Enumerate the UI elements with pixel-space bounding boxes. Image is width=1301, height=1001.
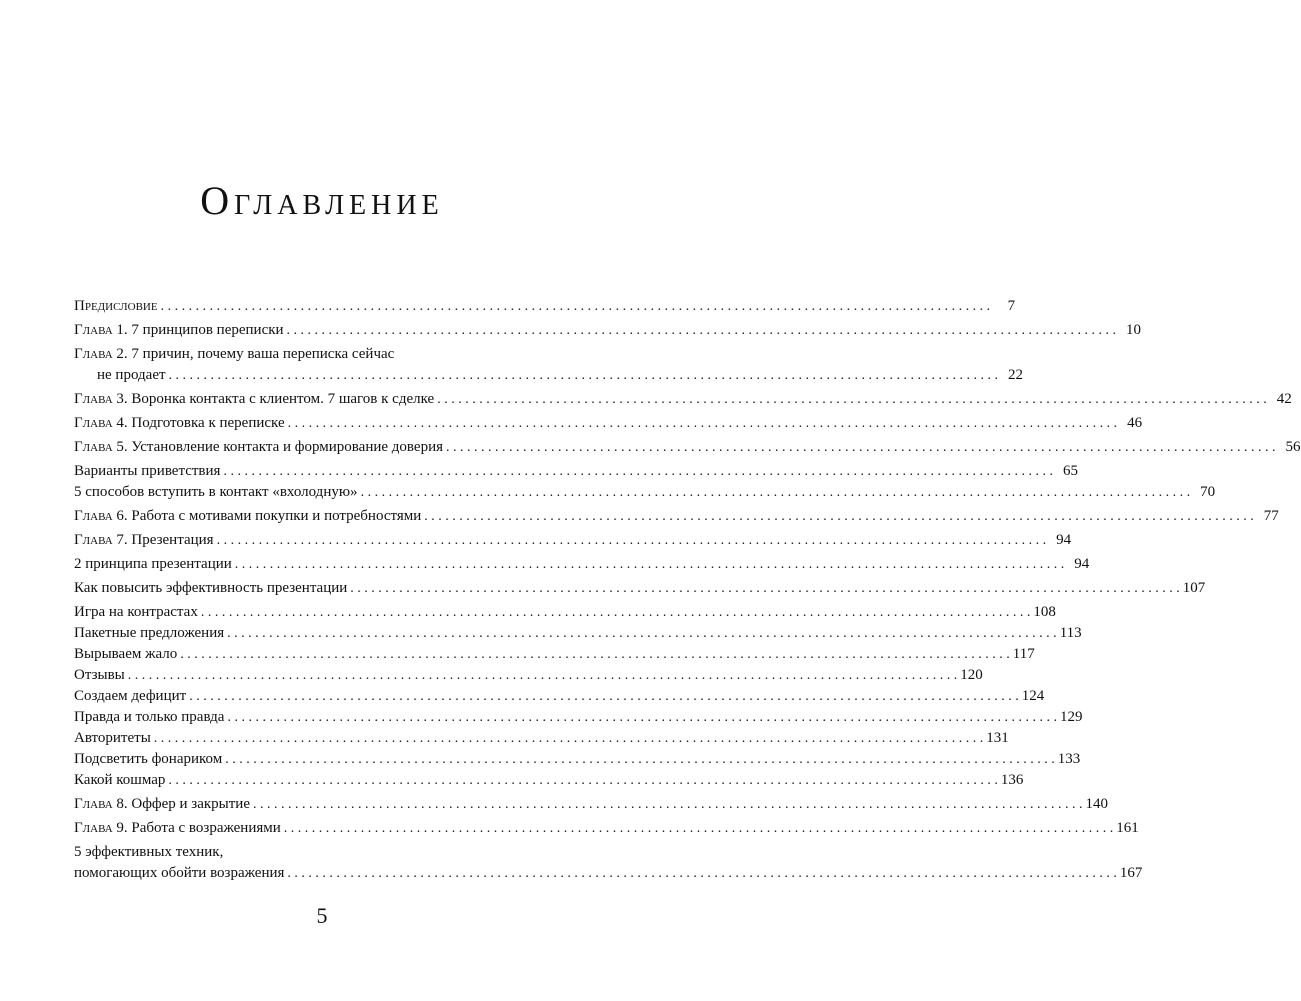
toc-entry-title-continued: помогающих обойти возражения (74, 865, 285, 881)
leader-dots (227, 707, 1057, 728)
toc-entry-title: Установление контакта и формирование доверия (131, 439, 444, 455)
toc-entry-title: Правда и только правда (74, 709, 225, 725)
chapter-label: Глава 4. (74, 415, 128, 431)
leader-dots (128, 665, 958, 686)
toc-page-number: 7 (1007, 298, 1016, 314)
toc-entry-section[interactable] (74, 554, 1090, 575)
toc-page-number: 133 (1057, 751, 1081, 767)
toc-entry-title: Какой кошмар (74, 772, 166, 788)
toc-page-number: 120 (960, 667, 983, 683)
leader-dots (424, 506, 1254, 527)
leader-dots (287, 863, 1117, 884)
leader-dots (437, 389, 1267, 410)
leader-dots (446, 437, 1276, 458)
leader-dots (180, 644, 1010, 665)
toc-entry-chapter-8[interactable] (74, 794, 1108, 815)
toc-page-number: 107 (1182, 580, 1206, 596)
toc-entry-title: 5 способов вступить в контакт «вхолодную» (74, 484, 358, 500)
toc-entry-title: Воронка контакта с клиентом. 7 шагов к сделке (131, 391, 435, 407)
toc-page-number: 70 (1200, 484, 1216, 500)
toc-entry-subsection[interactable] (74, 602, 1056, 623)
chapter-label: Глава 9. (74, 820, 128, 836)
toc-entry-section[interactable] (74, 842, 1143, 884)
toc-entry-chapter-1[interactable] (74, 320, 1142, 341)
toc-entry-subsection[interactable] (74, 665, 983, 686)
toc-page-number: 94 (1056, 532, 1072, 548)
toc-entry-subsection[interactable] (74, 728, 1009, 749)
page-title: Оглавление (200, 177, 444, 223)
leader-dots (235, 554, 1065, 575)
toc-entry-title: Варианты приветствия (74, 463, 221, 479)
toc-entry-title: Создаем дефицит (74, 688, 187, 704)
leader-dots (361, 482, 1191, 503)
toc-entry-section[interactable] (74, 461, 1078, 482)
toc-entry-subsection[interactable] (74, 686, 1045, 707)
toc-page-number: 113 (1059, 625, 1082, 641)
chapter-label: Глава 5. (74, 439, 128, 455)
toc-entry-title: Как повысить эффективность презентации (74, 580, 348, 596)
toc-entry-subsection[interactable] (74, 707, 1083, 728)
toc-page-number: 131 (986, 730, 1009, 746)
toc-entry-chapter-2[interactable] (74, 344, 1024, 386)
leader-dots (287, 320, 1117, 341)
toc-page-number: 136 (1000, 772, 1024, 788)
toc-entry-subsection[interactable] (74, 623, 1082, 644)
table-of-contents (74, 296, 1301, 884)
chapter-label: Глава 1. (74, 322, 128, 338)
chapter-label: Глава 8. (74, 796, 128, 812)
toc-page-number: 124 (1021, 688, 1045, 704)
toc-entry-chapter-3[interactable] (74, 389, 1292, 410)
leader-dots (217, 530, 1047, 551)
toc-page-number: 46 (1127, 415, 1143, 431)
toc-entry-title-continued: не продает (97, 367, 166, 383)
toc-entry-title: Оффер и закрытие (131, 796, 250, 812)
toc-entry-title: Отзывы (74, 667, 125, 683)
toc-entry-title: 5 эффективных техник, (74, 844, 224, 860)
leader-dots (154, 728, 984, 749)
toc-entry-chapter-4[interactable] (74, 413, 1143, 434)
toc-page-number: 10 (1126, 322, 1142, 338)
toc-page-number: 129 (1059, 709, 1083, 725)
toc-entry-subsection[interactable] (74, 749, 1081, 770)
toc-entry-section[interactable] (74, 578, 1206, 599)
toc-entry-title: Работа с возражениями (131, 820, 281, 836)
leader-dots (161, 296, 991, 317)
toc-entry-preface[interactable] (74, 296, 1016, 317)
leader-dots (225, 749, 1055, 770)
page-number: 5 (316, 903, 328, 928)
chapter-label: Глава 2. (74, 346, 128, 362)
leader-dots (223, 461, 1053, 482)
toc-entry-subsection[interactable] (74, 644, 1035, 665)
toc-entry-title: Игра на контрастах (74, 604, 198, 620)
toc-entry-title: Предисловие (74, 298, 158, 314)
toc-entry-chapter-9[interactable] (74, 818, 1139, 839)
toc-entry-section[interactable] (74, 482, 1216, 503)
toc-entry-chapter-7[interactable] (74, 530, 1072, 551)
leader-dots (189, 686, 1019, 707)
toc-entry-title: 2 принципа презентации (74, 556, 232, 572)
toc-entry-title: Авторитеты (74, 730, 151, 746)
leader-dots (350, 578, 1180, 599)
leader-dots (201, 602, 1031, 623)
toc-entry-title: Презентация (131, 532, 214, 548)
toc-entry-chapter-6[interactable] (74, 506, 1279, 527)
toc-entry-title: Работа с мотивами покупки и потребностями (131, 508, 422, 524)
toc-page-number: 56 (1285, 439, 1301, 455)
chapter-label: Глава 6. (74, 508, 128, 524)
leader-dots (284, 818, 1114, 839)
leader-dots (253, 794, 1083, 815)
leader-dots (227, 623, 1057, 644)
toc-entry-subsection[interactable] (74, 770, 1024, 791)
toc-entry-title: Вырываем жало (74, 646, 178, 662)
toc-entry-title: Подготовка к переписке (131, 415, 285, 431)
toc-page-number: 94 (1074, 556, 1090, 572)
toc-page-number: 22 (1008, 367, 1024, 383)
toc-page-number: 65 (1062, 463, 1078, 479)
toc-entry-title: Подсветить фонариком (74, 751, 223, 767)
toc-page-number: 77 (1263, 508, 1279, 524)
toc-entry-chapter-5[interactable] (74, 437, 1301, 458)
toc-page-number: 167 (1119, 865, 1143, 881)
chapter-label: Глава 3. (74, 391, 128, 407)
toc-page-number: 140 (1085, 796, 1108, 812)
toc-page-number: 108 (1033, 604, 1056, 620)
toc-entry-title: 7 причин, почему ваша переписка сейчас (131, 346, 395, 362)
toc-entry-title: Пакетные предложения (74, 625, 225, 641)
toc-page-number: 42 (1276, 391, 1292, 407)
toc-page-number: 161 (1116, 820, 1139, 836)
leader-dots (288, 413, 1118, 434)
leader-dots (169, 365, 999, 386)
toc-page-number: 117 (1012, 646, 1035, 662)
chapter-label: Глава 7. (74, 532, 128, 548)
toc-entry-title: 7 принципов переписки (131, 322, 284, 338)
leader-dots (168, 770, 998, 791)
